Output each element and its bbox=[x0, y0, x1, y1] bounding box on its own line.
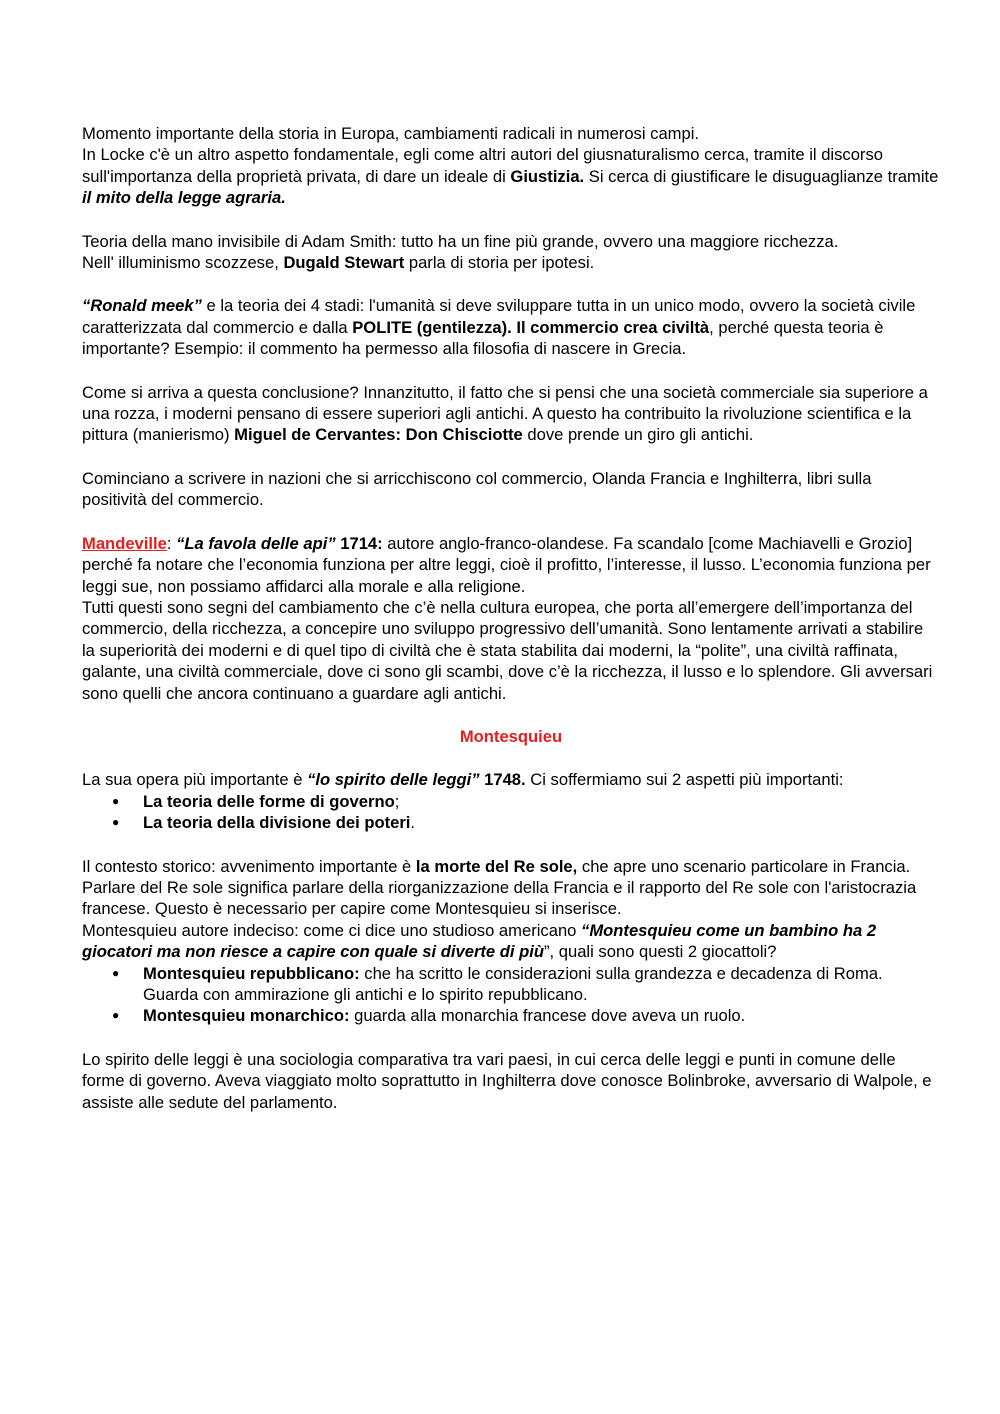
bold-text: Montesquieu repubblicano: bbox=[143, 963, 360, 983]
text-line: Tutti questi sono segni del cambiamento che c’è nella cultura europea, che porta all’emergere dell’importanza del commercio, della ricchezza, a concepire uno sviluppo progressivo dell’umanità. Sono lentamente arrivati a stabilire la superiorità dei moderni e di quel tipo di civiltà che è stata stabilita dai moderni, la “polite”, una civiltà raffinata, galante, una civiltà commerciale, dove ci sono gli scambi, dove c’è la ricchezza, il lusso e lo splendore. Gli avversari sono quelli che ancora continuano a guardare agli antichi. bbox=[82, 597, 933, 703]
text-span: Si cerca di giustificare le disuguaglianze tramite bbox=[584, 166, 939, 186]
bullet-list bbox=[82, 963, 940, 1027]
bold-text: 1748. bbox=[479, 770, 526, 790]
bold-italic-text: “Ronald meek” bbox=[82, 296, 202, 316]
paragraph-smith bbox=[82, 231, 940, 274]
bold-text: Giustizia. bbox=[510, 166, 585, 186]
text-span: Ci soffermiamo sui 2 aspetti più importanti: bbox=[525, 770, 844, 790]
paragraph-context bbox=[82, 856, 940, 1027]
text-line bbox=[82, 920, 940, 963]
text-line bbox=[82, 769, 940, 790]
bold-text: La teoria della divisione dei poteri bbox=[143, 813, 411, 833]
text-span: ; bbox=[394, 791, 400, 811]
text-line: Momento importante della storia in Europa, cambiamenti radicali in numerosi campi. bbox=[82, 124, 700, 143]
list-item bbox=[112, 963, 940, 1006]
text-line bbox=[82, 252, 940, 273]
bold-text: 1714: bbox=[335, 533, 383, 553]
bold-text: la morte del Re sole, bbox=[415, 856, 578, 876]
text-span: parla di storia per ipotesi. bbox=[404, 253, 595, 273]
text-span: In Locke c'è un altro aspetto fondamentale, egli come altri autori del giusnaturalismo cerca, tramite il discorso sull'importanza della proprietà privata, di dare un ideale di bbox=[82, 145, 883, 186]
text-line: Cominciano a scrivere in nazioni che si arricchiscono col commercio, Olanda Francia e Inghilterra, libri sulla positività del commercio. bbox=[82, 468, 872, 510]
mandeville-link[interactable]: Mandeville bbox=[82, 533, 167, 553]
text-span: Il contesto storico: avvenimento importante è bbox=[82, 856, 416, 876]
bold-text: Miguel de Cervantes: Don Chisciotte bbox=[234, 425, 523, 445]
bold-text: Montesquieu monarchico: bbox=[143, 1006, 350, 1026]
text-span: che ha scritto le considerazioni sulla grandezza e decadenza di Roma. Guarda con ammirazione gli antichi e lo spirito repubblicano. bbox=[143, 963, 883, 1004]
bold-italic-text: il mito della legge agraria. bbox=[82, 188, 286, 208]
list-item bbox=[112, 791, 940, 812]
bold-text: Dugald Stewart bbox=[283, 253, 405, 273]
text-span: La sua opera più importante è bbox=[82, 770, 308, 790]
text-span: guarda alla monarchia francese dove aveva un ruolo. bbox=[349, 1006, 746, 1026]
section-heading: Montesquieu bbox=[459, 726, 563, 746]
text-span: autore anglo-franco-olandese. Fa scandalo [come Machiavelli e Grozio] perché fa notare che l’economia funziona per altre leggi, cioè il profitto, l’interesse, il lusso. L’economia funziona per leggi sue, non possiamo affidarci alla morale e alla religione. bbox=[82, 533, 931, 596]
text-span: Montesquieu autore indeciso: come ci dice uno studioso americano bbox=[82, 920, 582, 940]
bold-text: La teoria delle forme di governo bbox=[143, 791, 395, 811]
text-span: e la teoria dei 4 stadi: l'umanità si deve sviluppare tutta in un unico modo, ovvero la società civile caratterizzata dal commercio e dalla bbox=[82, 296, 916, 337]
text-span: , perché questa teoria è importante? Esempio: il commento ha permesso alla filosofia di nascere in Grecia. bbox=[82, 317, 884, 359]
text-span: Come si arriva a questa conclusione? Innanzitutto, il fatto che si pensi che una società commerciale sia superiore a una rozza, i moderni pensano di essere superiori agli antichi. A questo ha contribuito la rivoluzione scientifica e la pittura (manierismo) bbox=[82, 382, 928, 445]
bold-text: POLITE (gentilezza). Il commercio crea civiltà bbox=[352, 317, 710, 337]
bold-italic-text: “lo spirito delle leggi” bbox=[307, 770, 480, 790]
bold-italic-text: “La favola delle api” bbox=[176, 533, 336, 553]
text-span: Nell' illuminismo scozzese, bbox=[82, 253, 284, 273]
text-line bbox=[82, 856, 940, 920]
paragraph-mandeville bbox=[82, 533, 940, 704]
list-item bbox=[112, 812, 940, 833]
text-line bbox=[82, 295, 940, 359]
text-span: dove prende un giro gli antichi. bbox=[522, 425, 754, 445]
list-item bbox=[112, 1005, 940, 1026]
paragraph-locke bbox=[82, 123, 940, 209]
paragraph-spirito bbox=[82, 769, 940, 833]
bullet-list bbox=[82, 791, 940, 834]
text-line: Teoria della mano invisibile di Adam Smith: tutto ha un fine più grande, ovvero una maggiore ricchezza. bbox=[82, 231, 839, 251]
text-span: . bbox=[410, 813, 416, 833]
text-line bbox=[82, 533, 940, 597]
text-span: che apre uno scenario particolare in Francia. Parlare del Re sole significa parlare della riorganizzazione della Francia e il rapporto del Re sole con l'aristocrazia francese. Questo è necessario per capire come Montesquieu si inserisce. bbox=[82, 856, 917, 919]
text-line bbox=[82, 382, 940, 446]
bold-italic-text: “Montesquieu come un bambino ha 2 giocatori ma non riesce a capire con quale si diverte di più bbox=[82, 920, 877, 962]
text-line bbox=[82, 144, 940, 208]
paragraph-meek bbox=[82, 295, 940, 359]
paragraph-sociology bbox=[82, 1049, 940, 1113]
text-span: ”, quali sono questi 2 giocattoli? bbox=[544, 942, 777, 962]
text-line: Lo spirito delle leggi è una sociologia comparativa tra vari paesi, in cui cerca delle leggi e punti in comune delle forme di governo. Aveva viaggiato molto soprattutto in Inghilterra dove conosce Bolinbroke, avversario di Walpole, e assiste alle sedute del parlamento. bbox=[82, 1049, 932, 1112]
text-span: : bbox=[166, 533, 177, 553]
paragraph-conclusion bbox=[82, 382, 940, 446]
paragraph-nations bbox=[82, 468, 940, 511]
